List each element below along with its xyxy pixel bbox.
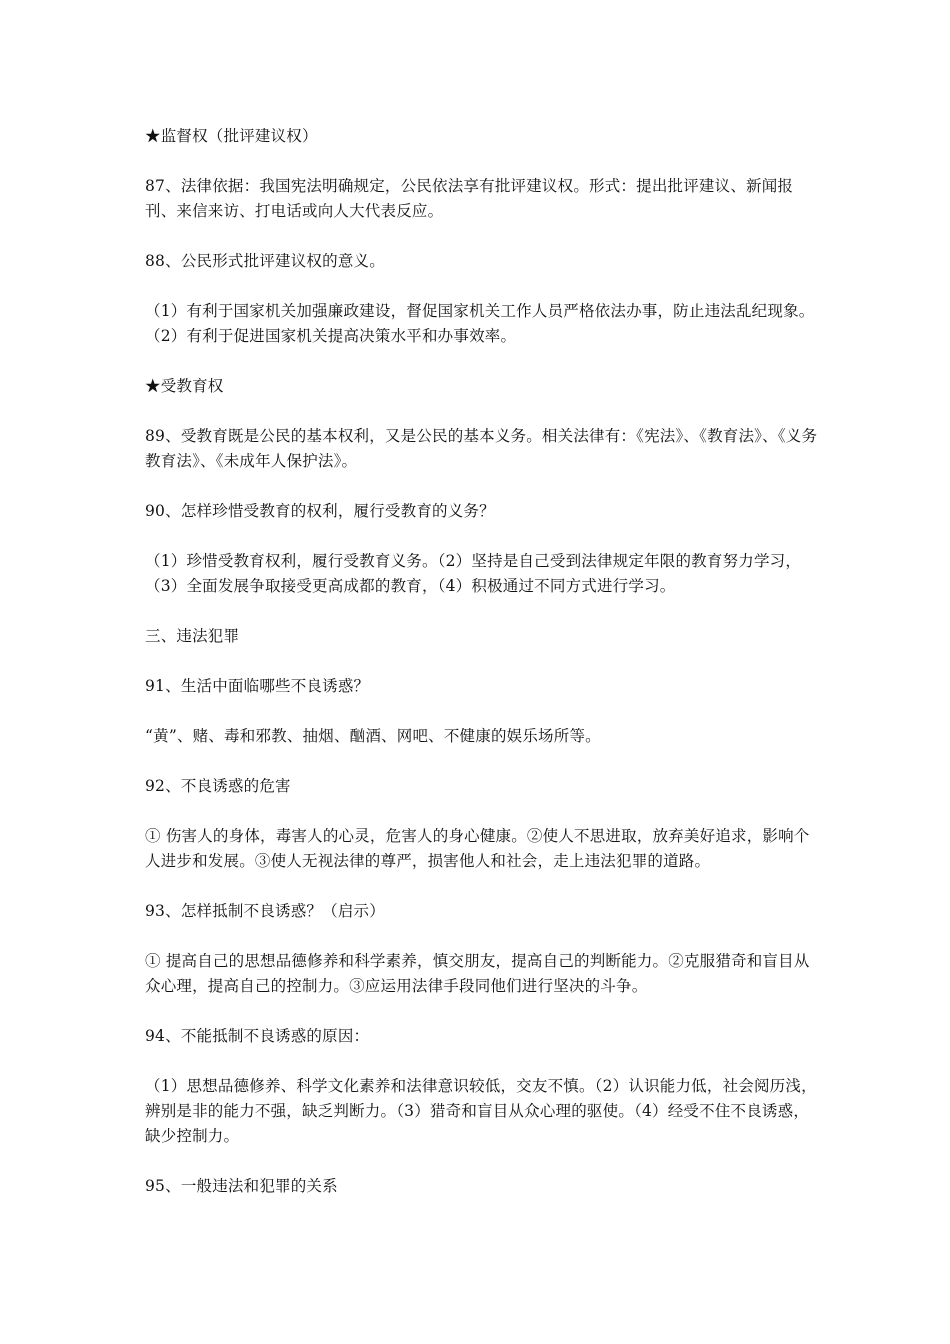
paragraph-89: 89、受教育既是公民的基本权利，又是公民的基本义务。相关法律有：《宪法》、《教育法》、《义务教育法》、《未成年人保护法》。 <box>145 427 818 470</box>
question-92: 92、不良诱惑的危害 <box>145 777 291 795</box>
question-88: 88、公民形式批评建议权的意义。 <box>145 252 385 270</box>
answer-92: ① 伤害人的身体，毒害人的心灵，危害人的身心健康。②使人不思进取，放弃美好追求，影响个人进步和发展。③使人无视法律的尊严，损害他人和社会，走上违法犯罪的道路。 <box>145 827 810 870</box>
section-heading-crime: 三、违法犯罪 <box>145 627 240 645</box>
question-95: 95、一般违法和犯罪的关系 <box>145 1177 338 1195</box>
question-91: 91、生活中面临哪些不良诱惑？ <box>145 677 370 695</box>
answer-93: ① 提高自己的思想品德修养和科学素养，慎交朋友，提高自己的判断能力。②克服猎奇和盲目从众心理，提高自己的控制力。③应运用法律手段同他们进行坚决的斗争。 <box>145 952 810 995</box>
question-90: 90、怎样珍惜受教育的权利，履行受教育的义务？ <box>145 502 495 520</box>
heading-education-right: ★受教育权 <box>145 377 224 395</box>
heading-supervision-right: ★监督权（批评建议权） <box>145 127 318 145</box>
question-93: 93、怎样抵制不良诱惑？（启示） <box>145 902 385 920</box>
document-body <box>145 124 820 1224</box>
answer-88: （1）有利于国家机关加强廉政建设，督促国家机关工作人员严格依法办事，防止违法乱纪现象。（2）有利于促进国家机关提高决策水平和办事效率。 <box>145 302 815 345</box>
answer-91: “黄”、赌、毒和邪教、抽烟、酗酒、网吧、不健康的娱乐场所等。 <box>145 727 601 745</box>
question-94: 94、不能抵制不良诱惑的原因： <box>145 1027 370 1045</box>
answer-90: （1）珍惜受教育权利，履行受教育义务。（2）坚持是自己受到法律规定年限的教育努力学习，（3）全面发展争取接受更高成都的教育，（4）积极通过不同方式进行学习。 <box>145 552 802 595</box>
paragraph-87: 87、法律依据：我国宪法明确规定，公民依法享有批评建议权。形式：提出批评建议、新闻报刊、来信来访、打电话或向人大代表反应。 <box>145 177 794 220</box>
answer-94: （1）思想品德修养、科学文化素养和法律意识较低，交友不慎。（2）认识能力低，社会阅历浅，辨别是非的能力不强，缺乏判断力。（3）猎奇和盲目从众心理的驱使。（4）经受不住不良诱惑，缺少控制力。 <box>145 1077 817 1145</box>
